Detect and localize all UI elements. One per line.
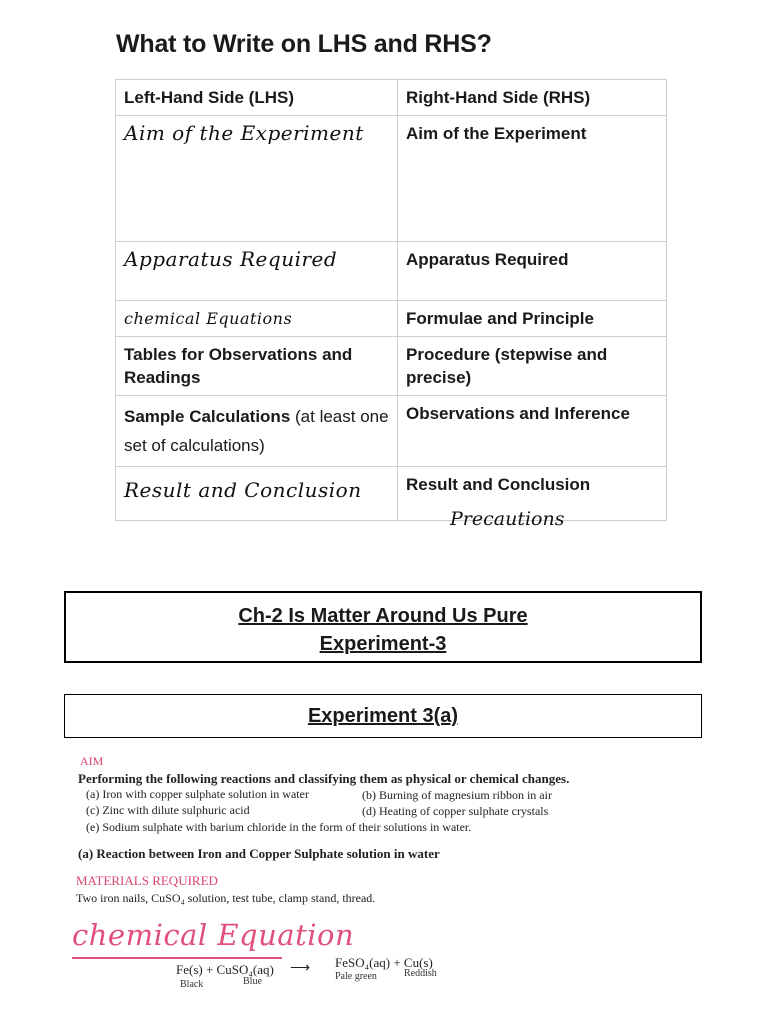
reaction-heading: (a) Reaction between Iron and Copper Sulphate solution in water (78, 846, 440, 861)
reaction-item-b: (b) Burning of magnesium ribbon in air (362, 788, 552, 802)
rhs-cell: Observations and Inference (398, 396, 667, 467)
table-row (116, 396, 667, 467)
equation-products: FeSO₄(aq) + Cu(s) (335, 955, 433, 970)
rhs-cell: Result and Conclusion (398, 467, 667, 521)
chapter-heading-box (64, 591, 702, 663)
lhs-cell: Tables for Observations and Readings (116, 337, 398, 396)
header-rhs: Right-Hand Side (RHS) (398, 80, 667, 116)
experiment-heading-box (64, 694, 702, 738)
lhs-cell: Result and Conclusion (116, 467, 398, 521)
table-row (116, 467, 667, 521)
label-black: Black (180, 979, 204, 990)
chapter-title: Ch-2 Is Matter Around Us Pure (238, 605, 528, 627)
lhs-cell: chemical Equations (116, 301, 398, 337)
lhs-normal-text: (at least one set of calculations) (124, 407, 389, 455)
experiment-title: Experiment 3(a) (307, 705, 459, 727)
aim-label: AIM (80, 754, 104, 768)
lhs-cell: Aim of the Experiment (116, 116, 398, 242)
table-row (116, 337, 667, 396)
lhs-cell: Apparatus Required (116, 242, 398, 301)
rhs-cell: Procedure (stepwise and precise) (398, 337, 667, 396)
equation-reactants: Fe(s) + CuSO₄(aq) (176, 962, 274, 977)
table-row (116, 301, 667, 337)
reaction-arrow-icon: ⟶ (290, 961, 311, 976)
handwritten-precautions-note: Precautions (450, 508, 565, 530)
label-blue: Blue (243, 976, 262, 987)
handwritten-underline (72, 957, 282, 959)
rhs-cell: Formulae and Principle (398, 301, 667, 337)
label-reddish: Reddish (404, 968, 437, 979)
materials-text: Two iron nails, CuSO₄ solution, test tube, clamp stand, thread. (76, 891, 376, 905)
page-title: What to Write on LHS and RHS? (116, 30, 492, 58)
rhs-cell: Apparatus Required (398, 242, 667, 301)
experiment-number: Experiment-3 (319, 633, 447, 655)
handwritten-chemical-equation-note: chemical Equation (72, 918, 355, 952)
aim-text: Performing the following reactions and classifying them as physical or chemical changes. (78, 771, 570, 786)
table-row (116, 116, 667, 242)
reaction-item-d: (d) Heating of copper sulphate crystals (362, 804, 549, 818)
table-header-row (116, 80, 667, 116)
materials-label: MATERIALS REQUIRED (76, 873, 218, 888)
reaction-item-e: (e) Sodium sulphate with barium chloride in the form of their solutions in water. (86, 820, 472, 834)
reaction-item-c: (c) Zinc with dilute sulphuric acid (86, 803, 250, 817)
rhs-cell: Aim of the Experiment (398, 116, 667, 242)
lhs-bold-text: Sample Calculations (124, 407, 291, 426)
reaction-item-a: (a) Iron with copper sulphate solution in water (86, 787, 309, 801)
label-pale-green: Pale green (335, 971, 377, 982)
lhs-rhs-table (115, 79, 667, 521)
lhs-cell (116, 396, 398, 467)
table-row (116, 242, 667, 301)
header-lhs: Left-Hand Side (LHS) (116, 80, 398, 116)
